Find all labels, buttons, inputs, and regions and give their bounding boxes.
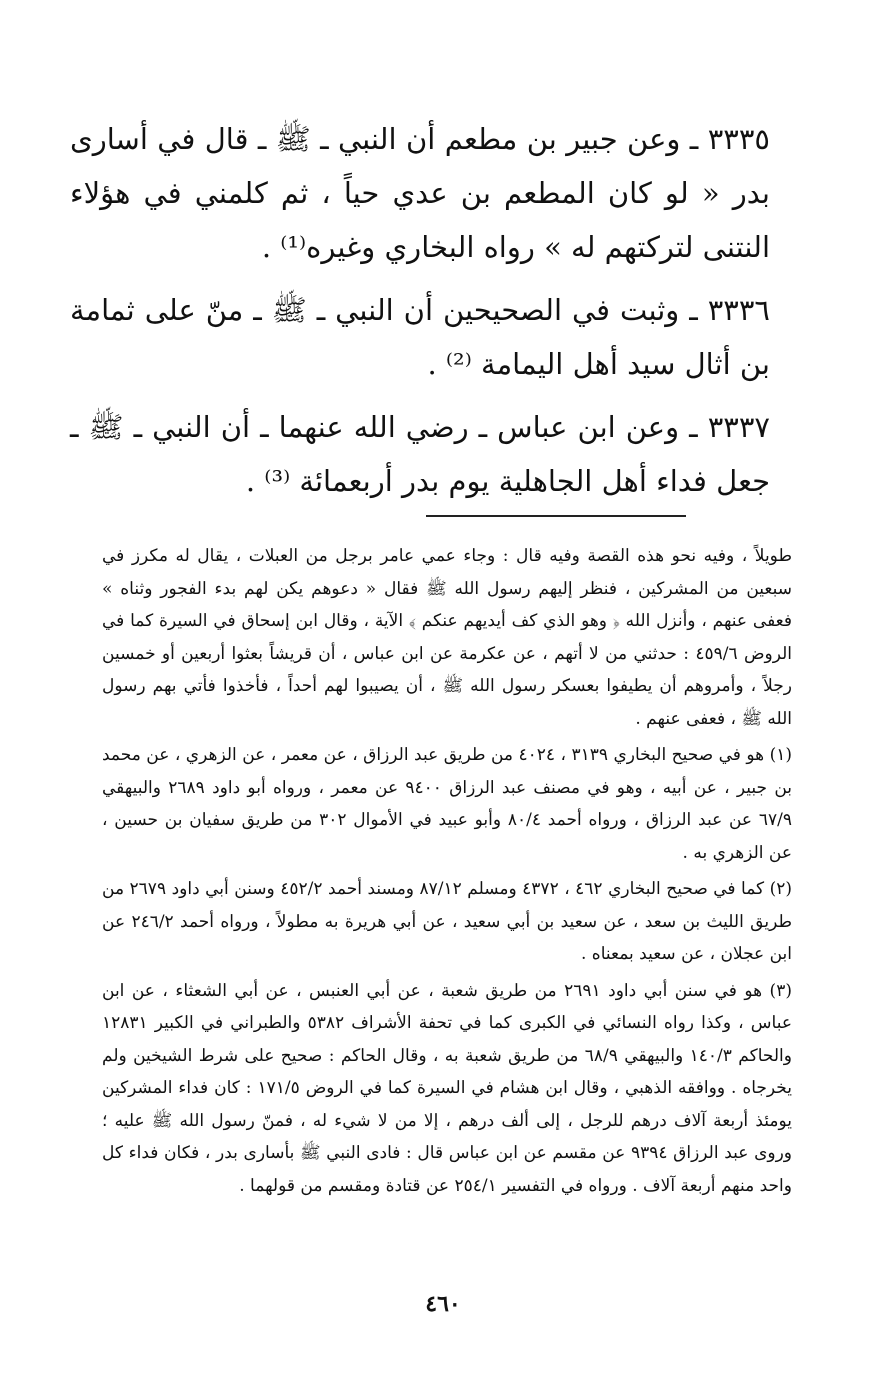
footnote-2: (٢) كما في صحيح البخاري ٤٦٢ ، ٤٣٧٢ ومسلم ٨٧/١٢ ومسند أحمد ٤٥٢/٢ وسنن أبي داود ٢٦٧٩ من طريق الليث بن سعد ، عن سعيد بن أبي سعيد ، عن أبي هريرة به مطولاً ، ورواه أحمد ٢٤٦/٢ عن ابن عجلان ، عن سعيد بمعناه .: [102, 879, 793, 964]
footnote-1: (١) هو في صحيح البخاري ٣١٣٩ ، ٤٠٢٤ من طريق عبد الرزاق ، عن معمر ، عن الزهري ، عن محمد بن جبير ، عن أبيه ، وهو في مصنف عبد الرزاق ٩٤٠٠ عن معمر ، ورواه أبو داود ٢٦٨٩ والبيهقي ٦٧/٩ عن عبد الرزاق ، ورواه أحمد ٨٠/٤ وأبو عبيد في الأموال ٣٠٢ من طريق سفيان بن حسين ، عن الزهري به .: [102, 745, 793, 863]
footnotes: [102, 540, 792, 1206]
footnote-continuation: طويلاً ، وفيه نحو هذه القصة وفيه قال : وجاء عمي عامر برجل من العبلات ، يقال له مكرز في سبعين من المشركين ، فنظر إليهم رسول الله ﷺ فقال « دعوهم يكن لهم بدء الفجور وثناه » فعفى عنهم ، وأنزل الله ﴿ وهو الذي كف أيديهم عنكم ﴾ الآية ، وقال ابن إسحاق في السيرة كما في الروض ٤٥٩/٦ : حدثني من لا أتهم ، عن عكرمة عن ابن عباس ، أن قريشاً بعثوا أربعين أو خمسين رجلاً ، وأمروهم أن يطيفوا بعسكر رسول الله ﷺ ، أن يصيبوا لهم أحداً ، فأخذوا فأتي بهم رسول الله ﷺ ، فعفى عنهم .: [102, 546, 792, 729]
hadith-3337: ٣٣٣٧ ـ وعن ابن عباس ـ رضي الله عنهما ـ أن النبي ـ ﷺ ـ جعل فداء أهل الجاهلية يوم بدر أربعمائة ⁽³⁾ .: [70, 410, 770, 498]
main-text: [70, 112, 770, 517]
hadith-3335: ٣٣٣٥ ـ وعن جبير بن مطعم أن النبي ـ ﷺ ـ قال في أسارى بدر « لو كان المطعم بن عدي حياً ، ثم كلمني في هؤلاء النتنى لتركتهم له » رواه البخاري وغيره⁽¹⁾ .: [70, 122, 770, 264]
footnote-separator: [426, 515, 686, 517]
hadith-3336: ٣٣٣٦ ـ وثبت في الصحيحين أن النبي ـ ﷺ ـ منّ على ثمامة بن أثال سيد أهل اليمامة ⁽²⁾ .: [70, 293, 770, 381]
page-number: ٤٦٠: [425, 1291, 461, 1317]
footnote-3: (٣) هو في سنن أبي داود ٢٦٩١ من طريق شعبة ، عن أبي العنبس ، عن أبي الشعثاء ، عن ابن عباس ، وكذا رواه النسائي في الكبرى كما في تحفة الأشراف ٥٣٨٢ والطبراني في الكبير ١٢٨٣١ والحاكم ١٤٠/٣ والبيهقي ٦٨/٩ من طريق شعبة به ، وقال الحاكم : صحيح على شرط الشيخين ولم يخرجاه . ووافقه الذهبي ، وقال ابن هشام في السيرة كما في الروض ١٧١/٥ : كان فداء المشركين يومئذ أربعة آلاف درهم للرجل ، إلى ألف درهم ، إلا من لا شيء له ، فمنّ رسول الله ﷺ عليه ؛ وروى عبد الرزاق ٩٣٩٤ عن مقسم عن ابن عباس قال : فادى النبي ﷺ بأسارى بدر ، فكان فداء كل واحد منهم أربعة آلاف . ورواه في التفسير ٢٥٤/١ عن قتادة ومقسم من قولهما .: [102, 980, 793, 1196]
